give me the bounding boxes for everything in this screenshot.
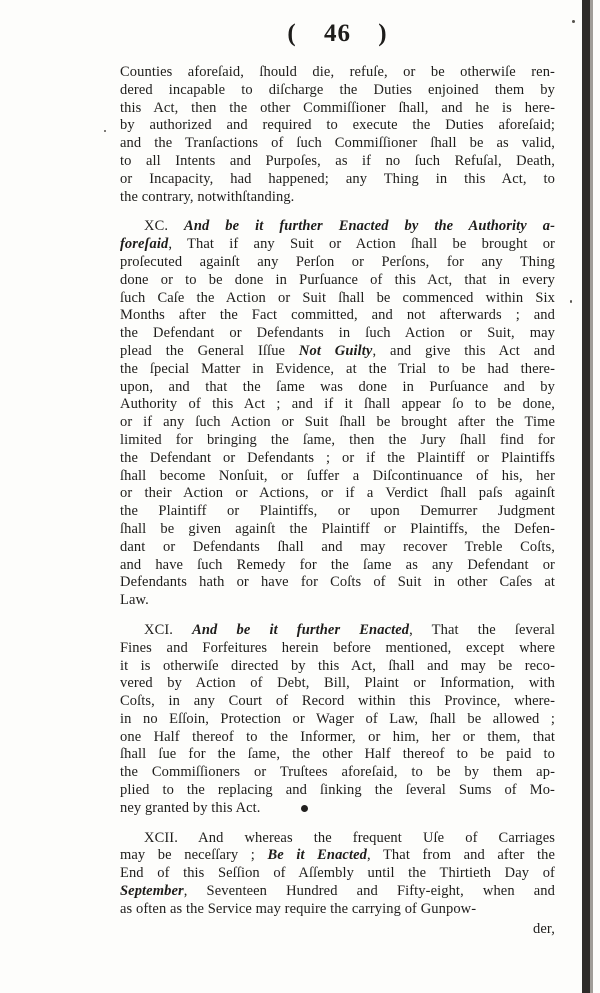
text-line <box>120 574 555 592</box>
text-run: vered by Action of Debt, Bill, Plaint or Information, with <box>120 675 555 692</box>
text-run: plied to the replacing and ſinking the ſeveral Sums of Mo- <box>120 782 555 799</box>
text-line <box>120 711 555 729</box>
print-speck <box>570 300 572 303</box>
text-line <box>120 153 555 171</box>
text-run: the Plaintiff or Plaintiffs, or upon Demurrer Judgment <box>120 503 555 520</box>
text-run: or if any ſuch Action or Suit ſhall be brought after the Time <box>120 414 555 431</box>
text-line <box>120 800 555 818</box>
text-run: proſecuted againſt any Perſon or Perſons, for any Thing <box>120 253 555 270</box>
text-line <box>120 485 555 503</box>
text-run: may be neceſſary ; <box>120 847 268 864</box>
ink-dot <box>301 805 308 812</box>
text-line <box>120 468 555 486</box>
text-run: upon, and that the ſame was done in Purſuance and by <box>120 378 555 395</box>
text-run: as often as the Service may require the carrying of Gunpow- <box>120 900 477 917</box>
text-line <box>120 414 555 432</box>
text-run: plead the General Iſſue <box>120 342 299 359</box>
text-run: Coſts, in any Court of Record within this Province, where- <box>120 693 555 710</box>
italic-run: Not Guilty <box>298 342 373 359</box>
text-line <box>120 290 555 308</box>
text-line <box>120 307 555 325</box>
text-line <box>120 729 555 747</box>
text-line <box>120 592 555 610</box>
text-line <box>120 117 555 135</box>
text-line <box>120 361 555 379</box>
text-line <box>120 764 555 782</box>
text-run: done or to be done in Purſuance of this Act, that in every <box>120 271 555 288</box>
scan-gutter-bar <box>582 0 590 993</box>
text-run: XC. <box>144 218 185 235</box>
text-run: End of this Seſſion of Aſſembly until the Thirtieth Day of <box>120 865 555 882</box>
italic-run: September <box>120 883 184 900</box>
text-line <box>120 135 555 153</box>
text-run: Counties aforeſaid, ſhould die, refuſe, or be otherwiſe ren- <box>120 64 555 80</box>
text-line <box>120 658 555 676</box>
text-run: this Act, then the other Commiſſioner ſhall, and he is here- <box>120 99 555 116</box>
text-line <box>120 622 555 640</box>
text-line <box>120 901 555 919</box>
print-speck <box>572 20 575 23</box>
text-run: Law. <box>120 592 149 609</box>
text-line <box>120 218 555 236</box>
italic-run: And be it further Enacted <box>192 621 410 638</box>
page-body <box>120 64 555 919</box>
text-run: ney granted by this Act. <box>120 799 261 816</box>
text-run: , Seventeen Hundred and Fifty-eight, when and <box>183 883 555 900</box>
print-speck <box>104 130 106 132</box>
text-line <box>120 272 555 290</box>
scan-gutter-edge <box>590 0 593 993</box>
text-run: the Commiſſioners or Truſtees aforeſaid, to be by them ap- <box>120 764 555 781</box>
text-line <box>120 782 555 800</box>
text-line <box>120 503 555 521</box>
text-line <box>120 379 555 397</box>
text-run: Fines and Forfeitures herein before mentioned, except where <box>120 639 555 656</box>
text-line <box>120 675 555 693</box>
text-run: , That from and after the <box>366 847 555 864</box>
text-run: Authority of this Act ; and if it ſhall appear ſo to be done, <box>120 396 555 413</box>
text-line <box>120 539 555 557</box>
text-run: dered incapable to diſcharge the Duties enjoined them by <box>120 81 555 98</box>
text-run: the contrary, notwithſtanding. <box>120 188 295 205</box>
page-number-header: ( 46 ) <box>287 20 388 47</box>
text-run: , That the ſeveral <box>409 621 555 638</box>
text-column <box>120 64 555 938</box>
section-xc <box>120 218 555 610</box>
text-run: limited for bringing the ſame, then the Jury ſhall find for <box>120 431 555 448</box>
text-run: , That if any Suit or Action ſhall be brought or <box>168 236 555 253</box>
text-run: in no Eſſoin, Protection or Wager of Law, ſhall be allowed ; <box>120 710 555 727</box>
text-run: to all Intents and Purpoſes, as if no ſuch Refuſal, Death, <box>120 152 555 169</box>
text-run: the Defendant or Defendants ; or if the Plaintiff or Plaintiffs <box>120 449 555 466</box>
text-line <box>120 847 555 865</box>
paragraph-continuation <box>120 64 555 206</box>
text-run: it is otherwiſe directed by this Act, ſhall and may be reco- <box>120 657 555 674</box>
text-line <box>120 865 555 883</box>
italic-run: foreſaid <box>120 236 169 253</box>
text-line <box>120 521 555 539</box>
section-xci <box>120 622 555 818</box>
text-run: and have ſuch Remedy for the ſame as any Defendant or <box>120 556 555 573</box>
text-run: by authorized and required to execute the Duties aforeſaid; <box>120 117 555 134</box>
text-line <box>120 396 555 414</box>
italic-run: Be it Enacted <box>267 847 367 864</box>
text-run: Months after the Fact committed, and not afterwards ; and <box>120 307 555 324</box>
text-line <box>120 450 555 468</box>
text-run: or their Action or Actions, or if a Verdict ſhall paſs againſt <box>120 485 555 502</box>
text-run: ſhall be given againſt the Plaintiff or Plaintiffs, the Defen- <box>120 520 555 537</box>
text-run: XCII. And whereas the frequent Uſe of Carriages <box>144 829 555 846</box>
text-line <box>120 746 555 764</box>
text-line <box>120 557 555 575</box>
text-run: , and give this Act and <box>372 342 555 359</box>
text-run: and the Tranſactions of ſuch Commiſſioner ſhall be as valid, <box>120 135 555 152</box>
text-run: or Incapacity, had happened; any Thing in this Act, to <box>120 170 555 187</box>
text-run: ſuch Caſe the Action or Suit ſhall be commenced within Six <box>120 289 555 306</box>
text-line <box>120 343 555 361</box>
text-run: ſhall become Nonſuit, or ſuffer a Diſcontinuance of his, her <box>120 467 555 484</box>
text-line <box>120 189 555 207</box>
text-line <box>120 171 555 189</box>
text-line <box>120 693 555 711</box>
text-line <box>120 254 555 272</box>
text-line <box>120 640 555 658</box>
text-line <box>120 325 555 343</box>
catchword: der, <box>533 920 555 937</box>
text-line <box>120 883 555 901</box>
section-xcii <box>120 830 555 919</box>
text-line <box>120 64 555 82</box>
text-line <box>120 236 555 254</box>
text-line <box>120 82 555 100</box>
text-line <box>120 830 555 848</box>
text-run: ſhall ſue for the ſame, the other Half thereof to be paid to <box>120 746 555 763</box>
text-run: Defendants hath or have for Coſts of Suit in other Caſes at <box>120 574 555 591</box>
text-run: dant or Defendants ſhall and may recover Treble Coſts, <box>120 538 555 555</box>
text-line <box>120 100 555 118</box>
text-run: the Defendant or Defendants in ſuch Action or Suit, may <box>120 325 555 342</box>
text-line <box>120 432 555 450</box>
text-run: the ſpecial Matter in Evidence, at the Trial to be had there- <box>120 360 555 377</box>
italic-run: And be it further Enacted by the Authority a- <box>184 218 556 235</box>
text-run: XCI. <box>144 621 193 638</box>
text-run: one Half thereof to the Informer, or him, her or them, that <box>120 728 555 745</box>
